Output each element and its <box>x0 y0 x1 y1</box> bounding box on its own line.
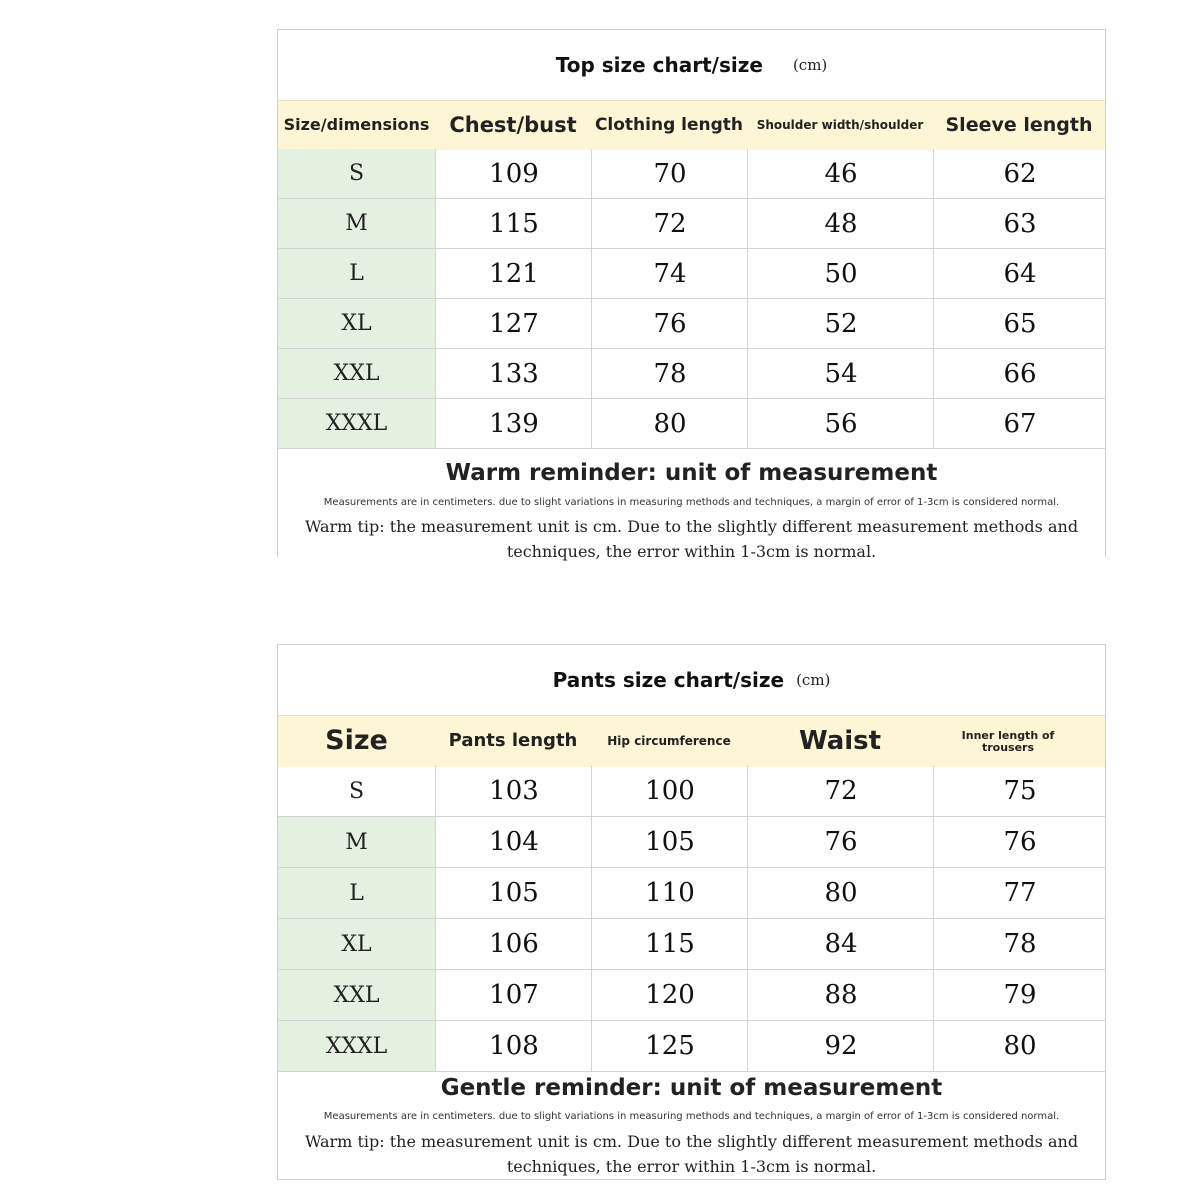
inner-length-cell: 75 <box>933 766 1106 816</box>
header-sleeve-length: Sleeve length <box>945 113 1093 136</box>
table-row <box>278 1021 1105 1072</box>
table-row <box>278 919 1105 970</box>
table-row <box>278 299 1105 349</box>
sleeve-cell: 66 <box>933 349 1106 398</box>
top-reminder-detail: Measurements are in centimeters. due to slight variations in measuring methods and techniques, a margin of error of 1-3cm is considered normal. <box>323 497 1060 508</box>
size-cell: M <box>278 817 435 867</box>
pants-length-cell: 103 <box>435 766 592 816</box>
length-cell: 74 <box>591 249 748 298</box>
size-cell: M <box>278 199 435 248</box>
waist-cell: 88 <box>747 970 934 1020</box>
length-cell: 70 <box>591 149 748 198</box>
header-size: Size <box>325 725 388 757</box>
waist-cell: 72 <box>747 766 934 816</box>
chest-cell: 127 <box>435 299 592 348</box>
header-chest-bust: Chest/bust <box>449 113 577 138</box>
pants-chart-title-row <box>278 645 1105 715</box>
hip-cell: 120 <box>591 970 748 1020</box>
size-cell: XXXL <box>278 399 435 448</box>
table-row <box>278 249 1105 299</box>
waist-cell: 76 <box>747 817 934 867</box>
pants-length-cell: 104 <box>435 817 592 867</box>
sleeve-cell: 62 <box>933 149 1106 198</box>
sleeve-cell: 65 <box>933 299 1106 348</box>
size-cell: XXL <box>278 349 435 398</box>
table-row <box>278 399 1105 449</box>
header-size-dimensions: Size/dimensions <box>283 115 430 135</box>
size-cell: S <box>278 149 435 198</box>
length-cell: 78 <box>591 349 748 398</box>
chest-cell: 139 <box>435 399 592 448</box>
pants-chart-unit: (cm) <box>796 671 831 689</box>
header-waist: Waist <box>798 725 882 756</box>
size-cell: XL <box>278 299 435 348</box>
pants-size-chart <box>277 644 1106 1180</box>
table-row <box>278 766 1105 817</box>
size-cell: XXXL <box>278 1021 435 1071</box>
size-cell: S <box>348 778 365 804</box>
table-row <box>278 199 1105 249</box>
pants-length-cell: 106 <box>435 919 592 969</box>
shoulder-cell: 50 <box>747 249 934 298</box>
table-row <box>278 970 1105 1021</box>
top-reminder-tip: Warm tip: the measurement unit is cm. Due to the slightly different measurement methods and techniques, the error within 1-3cm is normal. <box>304 517 1079 561</box>
chest-cell: 115 <box>435 199 592 248</box>
sleeve-cell: 67 <box>933 399 1106 448</box>
size-cell: L <box>278 249 435 298</box>
top-chart-header-row <box>278 100 1105 150</box>
pants-reminder-tip: Warm tip: the measurement unit is cm. Due to the slightly different measurement methods and techniques, the error within 1-3cm is normal. <box>304 1132 1079 1176</box>
shoulder-cell: 52 <box>747 299 934 348</box>
size-cell: L <box>278 868 435 918</box>
pants-reminder-detail: Measurements are in centimeters. due to slight variations in measuring methods and techniques, a margin of error of 1-3cm is considered normal. <box>323 1111 1060 1122</box>
sleeve-cell: 63 <box>933 199 1106 248</box>
pants-length-cell: 105 <box>435 868 592 918</box>
pants-reminder-title: Gentle reminder: unit of measurement <box>440 1075 943 1101</box>
pants-length-cell: 107 <box>435 970 592 1020</box>
length-cell: 80 <box>591 399 748 448</box>
hip-cell: 105 <box>591 817 748 867</box>
hip-cell: 110 <box>591 868 748 918</box>
header-inner-length: Inner length of trousers <box>961 728 1055 754</box>
size-cell: XXL <box>278 970 435 1020</box>
top-chart-unit: (cm) <box>792 56 828 74</box>
shoulder-cell: 54 <box>747 349 934 398</box>
chest-cell: 109 <box>435 149 592 198</box>
hip-cell: 125 <box>591 1021 748 1071</box>
header-pants-length: Pants length <box>448 730 578 752</box>
waist-cell: 80 <box>747 868 934 918</box>
shoulder-cell: 48 <box>747 199 934 248</box>
sleeve-cell: 64 <box>933 249 1106 298</box>
inner-length-cell: 80 <box>933 1021 1106 1071</box>
shoulder-cell: 46 <box>747 149 934 198</box>
chest-cell: 133 <box>435 349 592 398</box>
length-cell: 72 <box>591 199 748 248</box>
table-row <box>278 349 1105 399</box>
top-chart-title-row <box>278 30 1105 100</box>
header-clothing-length: Clothing length <box>594 114 744 135</box>
table-row <box>278 149 1105 199</box>
hip-cell: 115 <box>591 919 748 969</box>
pants-length-cell: 108 <box>435 1021 592 1071</box>
header-shoulder-width: Shoulder width/shoulder <box>756 118 924 133</box>
hip-cell: 100 <box>591 766 748 816</box>
waist-cell: 92 <box>747 1021 934 1071</box>
inner-length-cell: 78 <box>933 919 1106 969</box>
pants-chart-title: Pants size chart/size <box>552 668 785 692</box>
table-row <box>278 868 1105 919</box>
chest-cell: 121 <box>435 249 592 298</box>
top-reminder-title: Warm reminder: unit of measurement <box>445 460 938 486</box>
length-cell: 76 <box>591 299 748 348</box>
table-row <box>278 817 1105 868</box>
inner-length-cell: 77 <box>933 868 1106 918</box>
header-hip-circumference: Hip circumference <box>607 734 731 749</box>
inner-length-cell: 76 <box>933 817 1106 867</box>
shoulder-cell: 56 <box>747 399 934 448</box>
inner-length-cell: 79 <box>933 970 1106 1020</box>
top-chart-title: Top size chart/size <box>555 53 763 77</box>
top-size-chart <box>277 29 1106 561</box>
size-cell: XL <box>278 919 435 969</box>
waist-cell: 84 <box>747 919 934 969</box>
pants-chart-header-row <box>278 715 1105 767</box>
